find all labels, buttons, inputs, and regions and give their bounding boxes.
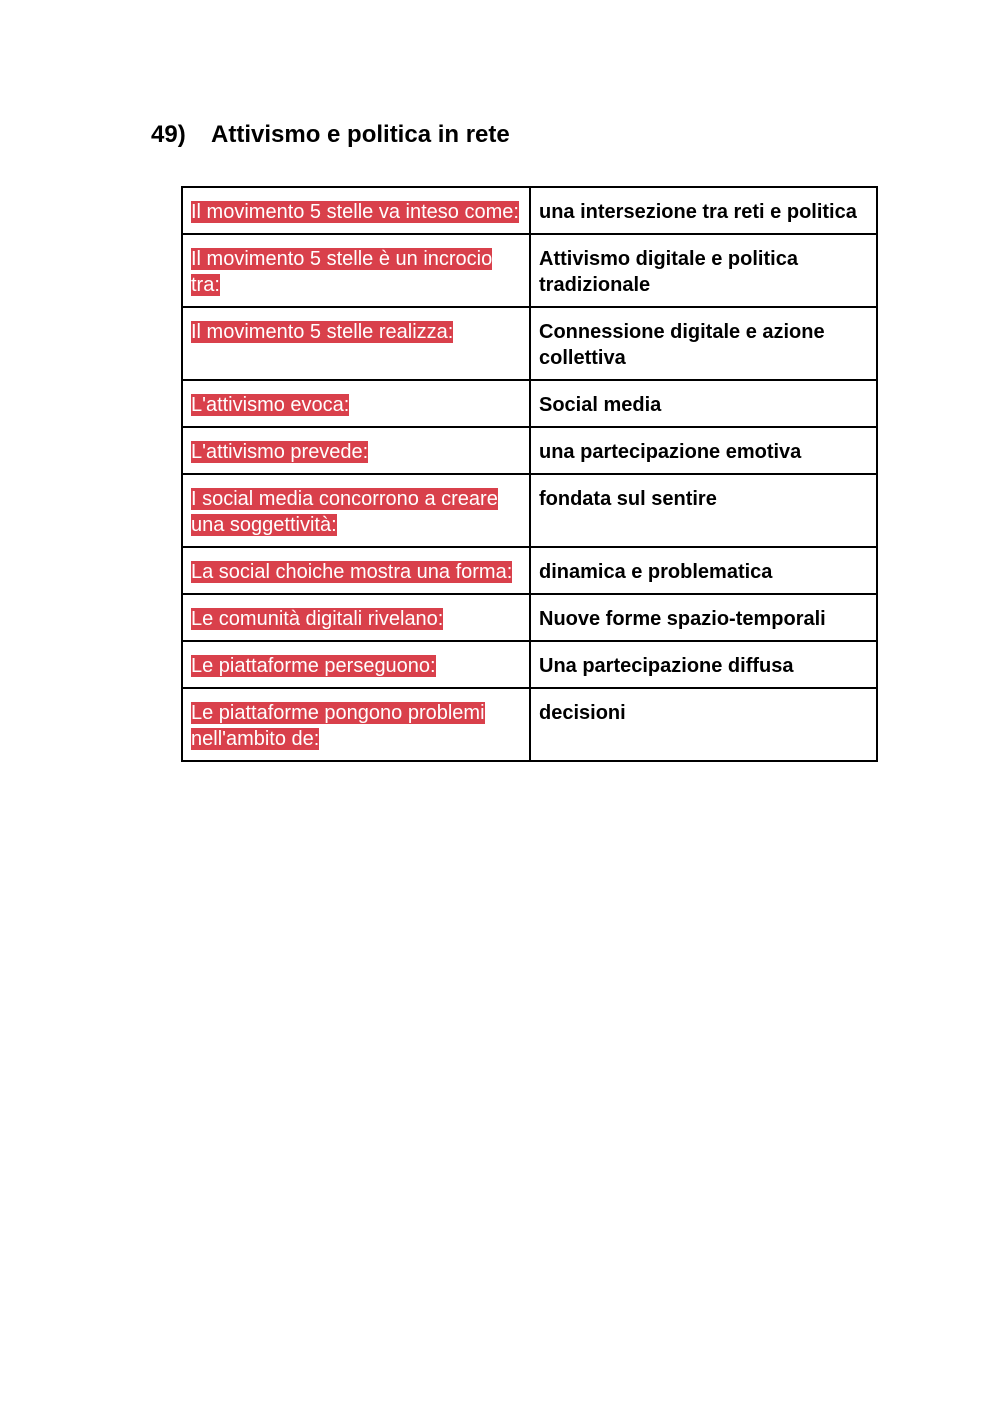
question-text: I social media concorrono a creare una soggettività: (191, 488, 498, 536)
question-cell (182, 234, 530, 307)
table-row (182, 427, 877, 474)
question-cell (182, 427, 530, 474)
section-title: Attivismo e politica in rete (211, 121, 510, 148)
section-heading (151, 120, 510, 150)
table-row (182, 187, 877, 234)
question-text: L'attivismo evoca: (191, 394, 350, 416)
question-cell (182, 380, 530, 427)
table-row (182, 474, 877, 547)
answer-cell: dinamica e problematica (530, 547, 877, 594)
answer-cell: Una partecipazione diffusa (530, 641, 877, 688)
question-text: Le piattaforme pongono problemi nell'ambito de: (191, 702, 485, 750)
question-cell (182, 187, 530, 234)
table-row (182, 547, 877, 594)
question-text: Le comunità digitali rivelano: (191, 608, 444, 630)
section-number: 49) (151, 121, 186, 148)
answer-cell: una partecipazione emotiva (530, 427, 877, 474)
table-row (182, 688, 877, 761)
question-cell (182, 547, 530, 594)
question-cell (182, 474, 530, 547)
answer-cell: Nuove forme spazio-temporali (530, 594, 877, 641)
answer-cell: una intersezione tra reti e politica (530, 187, 877, 234)
question-cell (182, 641, 530, 688)
question-text: La social choiche mostra una forma: (191, 561, 513, 583)
question-text: Il movimento 5 stelle è un incrocio tra: (191, 248, 493, 296)
answer-cell: fondata sul sentire (530, 474, 877, 547)
table-row (182, 307, 877, 380)
table-row (182, 594, 877, 641)
matching-table (181, 186, 878, 762)
table-row (182, 380, 877, 427)
question-cell (182, 594, 530, 641)
question-cell (182, 307, 530, 380)
question-text: L'attivismo prevede: (191, 441, 369, 463)
answer-cell: Connessione digitale e azione collettiva (530, 307, 877, 380)
question-cell (182, 688, 530, 761)
question-text: Le piattaforme perseguono: (191, 655, 436, 677)
answer-cell: decisioni (530, 688, 877, 761)
question-text: Il movimento 5 stelle realizza: (191, 321, 454, 343)
answer-cell: Attivismo digitale e politica tradizionale (530, 234, 877, 307)
table-row (182, 641, 877, 688)
table-row (182, 234, 877, 307)
answer-cell: Social media (530, 380, 877, 427)
question-text: Il movimento 5 stelle va inteso come: (191, 201, 519, 223)
